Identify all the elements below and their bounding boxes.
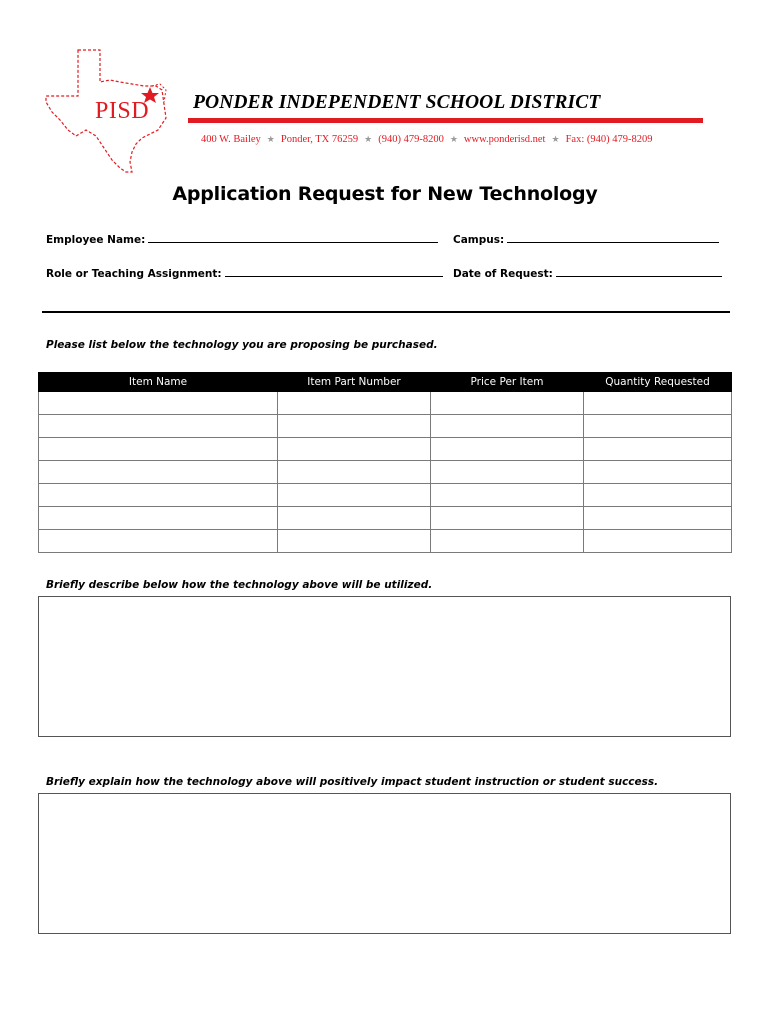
table-row [39,530,732,553]
address: 400 W. Bailey [201,134,261,145]
col-quantity: Quantity Requested [584,373,732,392]
star-separator-icon: ★ [364,134,373,144]
quantity-cell[interactable] [584,484,732,507]
item-name-cell[interactable] [39,415,278,438]
star-separator-icon: ★ [449,134,458,144]
table-row [39,392,732,415]
table-row [39,438,732,461]
col-price: Price Per Item [431,373,584,392]
item-name-cell[interactable] [39,438,278,461]
price-cell[interactable] [431,392,584,415]
item-name-cell[interactable] [39,530,278,553]
employee-name-line[interactable] [148,232,438,243]
col-part-number: Item Part Number [278,373,431,392]
price-cell[interactable] [431,461,584,484]
part-number-cell[interactable] [278,392,431,415]
date-label: Date of Request: [453,268,553,280]
pisd-logo [40,46,190,178]
item-name-cell[interactable] [39,484,278,507]
section-divider [42,311,730,313]
item-name-cell[interactable] [39,392,278,415]
role-label: Role or Teaching Assignment: [46,268,222,280]
letterhead-rule [188,118,703,123]
quantity-cell[interactable] [584,461,732,484]
item-name-cell[interactable] [39,461,278,484]
table-header-row [39,373,732,392]
quantity-cell[interactable] [584,415,732,438]
fax: Fax: (940) 479-8209 [565,134,653,145]
table-row [39,461,732,484]
col-item-name: Item Name [39,373,278,392]
quantity-cell[interactable] [584,507,732,530]
date-field[interactable] [453,266,722,280]
items-table [38,372,732,553]
table-row [39,415,732,438]
campus-field[interactable] [453,232,719,246]
campus-line[interactable] [507,232,719,243]
price-cell[interactable] [431,438,584,461]
district-name: PONDER INDEPENDENT SCHOOL DISTRICT [193,92,601,113]
part-number-cell[interactable] [278,507,431,530]
website: www.ponderisd.net [463,134,546,145]
campus-label: Campus: [453,234,505,246]
logo-text: PISD [95,98,150,124]
impact-answer-box[interactable] [38,793,731,934]
describe-prompt: Briefly describe below how the technology above will be utilized. [46,579,433,591]
star-separator-icon: ★ [266,134,275,144]
quantity-cell[interactable] [584,530,732,553]
part-number-cell[interactable] [278,484,431,507]
employee-name-label: Employee Name: [46,234,146,246]
contact-line [201,134,652,145]
price-cell[interactable] [431,507,584,530]
part-number-cell[interactable] [278,415,431,438]
role-line[interactable] [225,266,443,277]
table-row [39,507,732,530]
part-number-cell[interactable] [278,461,431,484]
city: Ponder, TX 76259 [280,134,359,145]
quantity-cell[interactable] [584,438,732,461]
star-separator-icon: ★ [551,134,560,144]
item-name-cell[interactable] [39,507,278,530]
table-row [39,484,732,507]
role-field[interactable] [46,266,443,280]
form-title: Application Request for New Technology [172,183,598,205]
price-cell[interactable] [431,415,584,438]
impact-prompt: Briefly explain how the technology above will positively impact student instruction or student success. [46,776,659,788]
price-cell[interactable] [431,530,584,553]
describe-answer-box[interactable] [38,596,731,737]
date-line[interactable] [556,266,722,277]
price-cell[interactable] [431,484,584,507]
employee-name-field[interactable] [46,232,438,246]
quantity-cell[interactable] [584,392,732,415]
part-number-cell[interactable] [278,530,431,553]
phone: (940) 479-8200 [378,134,444,145]
list-prompt: Please list below the technology you are proposing be purchased. [46,339,438,351]
part-number-cell[interactable] [278,438,431,461]
